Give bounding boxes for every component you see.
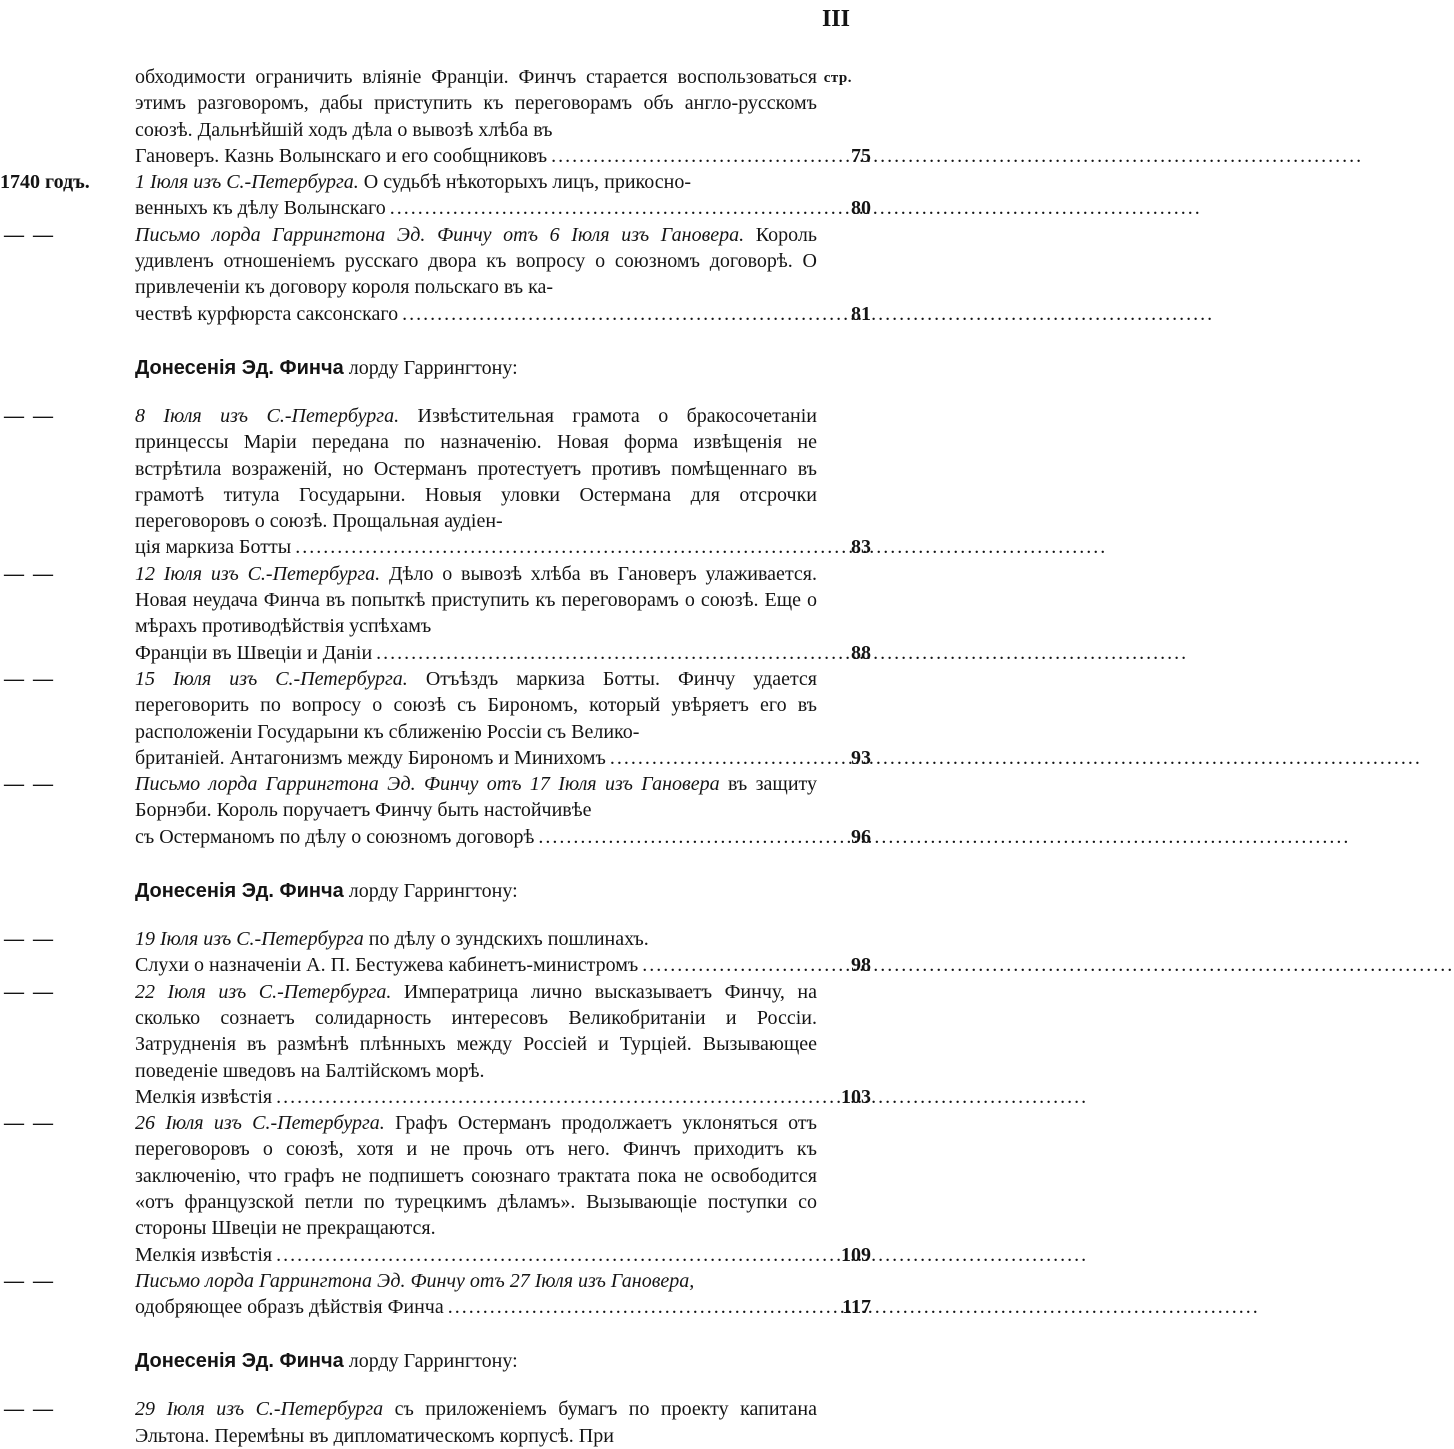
- section-heading: [135, 355, 868, 381]
- entry-heading: Письмо лорда Гаррингтона Эд. Финчу отъ 17 Іюля изъ Гановера: [135, 773, 720, 796]
- entry-date: — —: [4, 404, 55, 427]
- leader-dots: [276, 1242, 1088, 1268]
- entry-body: Графъ Остерманъ продолжаетъ уклоняться отъ переговоровъ о союзѣ, хотя и не прочь отъ него. Финчъ приходитъ къ заключенію, что графъ не подпишетъ союзнаго трактата пока не освободится «отъ французской петли по турецкимъ дѣламъ». Вызывающіе поступки со стороны Швеціи не прекращаются.: [135, 1112, 817, 1240]
- entry-group: [0, 403, 871, 850]
- entry-date: 1740 годъ.: [0, 171, 90, 194]
- table-of-contents: [0, 64, 871, 1449]
- entry-page-number: 109: [841, 1243, 871, 1266]
- leader-dots: [642, 952, 1454, 978]
- entry-last-line: Мелкія извѣстія: [135, 1243, 273, 1266]
- entry-last-line: съ Остерманомъ по дѣлу о союзномъ договорѣ: [135, 825, 535, 848]
- leader-dots: [390, 195, 1202, 221]
- page-number: III: [821, 6, 850, 32]
- entry-last-line: ція маркиза Ботты: [135, 536, 292, 559]
- toc-entry: [4, 222, 871, 327]
- entry-heading: 26 Іюля изъ С.-Петербурга.: [135, 1112, 385, 1135]
- entry-group: [0, 926, 871, 1320]
- toc-entry: [0, 169, 871, 222]
- entry-body: Король удивленъ отношеніемъ русскаго двора къ вопросу о союзномъ договорѣ. О привлеченіи къ договору короля польскаго въ ка-: [135, 223, 817, 299]
- entry-page-number: 96: [851, 825, 871, 848]
- toc-entry: [4, 771, 871, 850]
- entry-last-line: Мелкія извѣстія: [135, 1085, 273, 1108]
- entry-page-number: 88: [851, 641, 871, 664]
- entry-date: — —: [4, 1398, 55, 1421]
- entry-page-number: 93: [851, 746, 871, 769]
- entry-page-number: 80: [851, 197, 871, 220]
- entry-page-number: 83: [851, 536, 871, 559]
- page-column-label: стр.: [823, 70, 852, 86]
- entry-body: Дѣло о вывозѣ хлѣба въ Гановеръ улаживается. Новая неудача Финча въ попыткѣ приступить къ переговорамъ о союзѣ. Еще о мѣрахъ противодѣйствія успѣхамъ: [135, 562, 817, 638]
- leader-dots: [402, 301, 1214, 327]
- entry-heading: Письмо лорда Гаррингтона Эд. Финчу отъ 27 Іюля изъ Гановера,: [135, 1269, 695, 1292]
- section-heading: [135, 1348, 868, 1374]
- leader-dots: [610, 745, 1422, 771]
- entry-body: Императрица лично высказываетъ Финчу, на сколько сознаетъ солидарность интересовъ Великобританіи и Россіи. Затрудненія въ размѣнѣ плѣнныхъ между Россіей и Турціей. Вызывающее поведеніе шведовъ на Балтійскомъ морѣ.: [135, 980, 817, 1082]
- entry-date: — —: [4, 980, 55, 1003]
- entry-heading: 22 Іюля изъ С.-Петербурга.: [135, 980, 392, 1003]
- entry-date: — —: [4, 223, 55, 246]
- section-heading: [135, 878, 868, 904]
- entry-body: О судьбѣ нѣкоторыхъ лицъ, прикосно-: [358, 171, 691, 194]
- toc-entry: [4, 1110, 871, 1268]
- leader-dots: [276, 1084, 1088, 1110]
- entry-body: по дѣлу о зундскихъ пошлинахъ.: [363, 928, 649, 951]
- entry-heading: 8 Іюля изъ С.-Петербурга.: [135, 404, 400, 427]
- section-heading-bold: Донесенія Эд. Финча: [135, 356, 344, 379]
- toc-entry: [4, 979, 871, 1110]
- leader-dots: [295, 534, 1107, 560]
- toc-entry: [4, 926, 871, 979]
- section-heading-rest: лорду Гаррингтону:: [343, 1350, 518, 1373]
- entry-last-line: венныхъ къ дѣлу Волынскаго: [135, 197, 386, 220]
- entry-page-number: 103: [841, 1085, 871, 1108]
- section-heading-rest: лорду Гаррингтону:: [343, 356, 518, 379]
- entry-date: — —: [4, 562, 55, 585]
- entry-heading: 15 Іюля изъ С.-Петербурга.: [135, 667, 408, 690]
- entry-last-line: Франціи въ Швеціи и Даніи: [135, 641, 373, 664]
- entry-page-number: 81: [851, 302, 871, 325]
- entry-last-line: одобряющее образъ дѣйствія Финча: [135, 1296, 444, 1319]
- leader-dots: [551, 143, 1363, 169]
- entry-last-line: чествѣ курфюрста саксонскаго: [135, 302, 399, 325]
- toc-entry: [4, 1396, 817, 1449]
- entry-last-line: Гановеръ. Казнь Волынскаго и его сообщниковъ: [135, 144, 548, 167]
- entry-date: — —: [4, 667, 55, 690]
- leader-dots: [538, 824, 1350, 850]
- toc-entry: [4, 666, 871, 771]
- entry-heading: 1 Іюля изъ С.-Петербурга.: [135, 171, 359, 194]
- entry-date: — —: [4, 773, 55, 796]
- section-heading-bold: Донесенія Эд. Финча: [135, 1350, 344, 1373]
- entry-body: обходимости ограничить вліяніе Франціи. Финчъ старается воспользоваться этимъ разговоромъ, дабы приступить къ переговорамъ объ англо-русскомъ союзѣ. Дальнѣйшій ходъ дѣла о вывозѣ хлѣба въ: [135, 66, 817, 141]
- entry-page-number: 75: [851, 144, 871, 167]
- entry-body: Извѣстительная грамота о бракосочетаніи принцессы Маріи передана по назначенію. Новая форма извѣщенія не встрѣтила возраженій, но Остерманъ протестуетъ противъ помѣщеннаго въ грамотѣ титула Государыни. Новыя уловки Остермана для отсрочки переговоровъ о союзѣ. Прощальная аудіен-: [135, 404, 817, 533]
- entry-heading: Письмо лорда Гаррингтона Эд. Финчу отъ 6 Іюля изъ Гановера.: [135, 223, 745, 246]
- entry-last-line: Слухи о назначеніи А. П. Бестужева кабинетъ-министромъ: [135, 954, 639, 977]
- entry-group: [0, 64, 871, 327]
- entry-body: въ защиту Борнэби. Король поручаетъ Финчу быть настойчивѣе: [135, 773, 817, 822]
- entry-page-number: 98: [851, 954, 871, 977]
- entry-heading: 19 Іюля изъ С.-Петербурга: [135, 928, 364, 951]
- entry-heading: 29 Іюля изъ С.-Петербурга: [135, 1398, 384, 1421]
- toc-entry: [4, 561, 871, 666]
- entry-date: — —: [4, 1269, 55, 1292]
- leader-dots: [376, 640, 1188, 666]
- section-heading-rest: лорду Гаррингтону:: [343, 880, 518, 903]
- toc-entry: [4, 1268, 871, 1321]
- toc-entry: [4, 403, 871, 561]
- entry-heading: 12 Іюля изъ С.-Петербурга.: [135, 562, 381, 585]
- entry-page-number: 117: [842, 1296, 871, 1319]
- entry-last-line: британіей. Антагонизмъ между Бирономъ и Минихомъ: [135, 746, 606, 769]
- entry-date: — —: [4, 1112, 55, 1135]
- section-heading-bold: Донесенія Эд. Финча: [135, 880, 344, 903]
- entry-date: — —: [4, 928, 55, 951]
- entry-body: съ приложеніемъ бумагъ по проекту капитана Эльтона. Перемѣны въ дипломатическомъ корпусѣ. При: [135, 1398, 817, 1447]
- entry-body: Отъѣздъ маркиза Ботты. Финчу удается переговорить по вопросу о союзѣ съ Бирономъ, который увѣряетъ его въ расположеніи Государыни къ сближенію Россіи съ Велико-: [135, 667, 818, 743]
